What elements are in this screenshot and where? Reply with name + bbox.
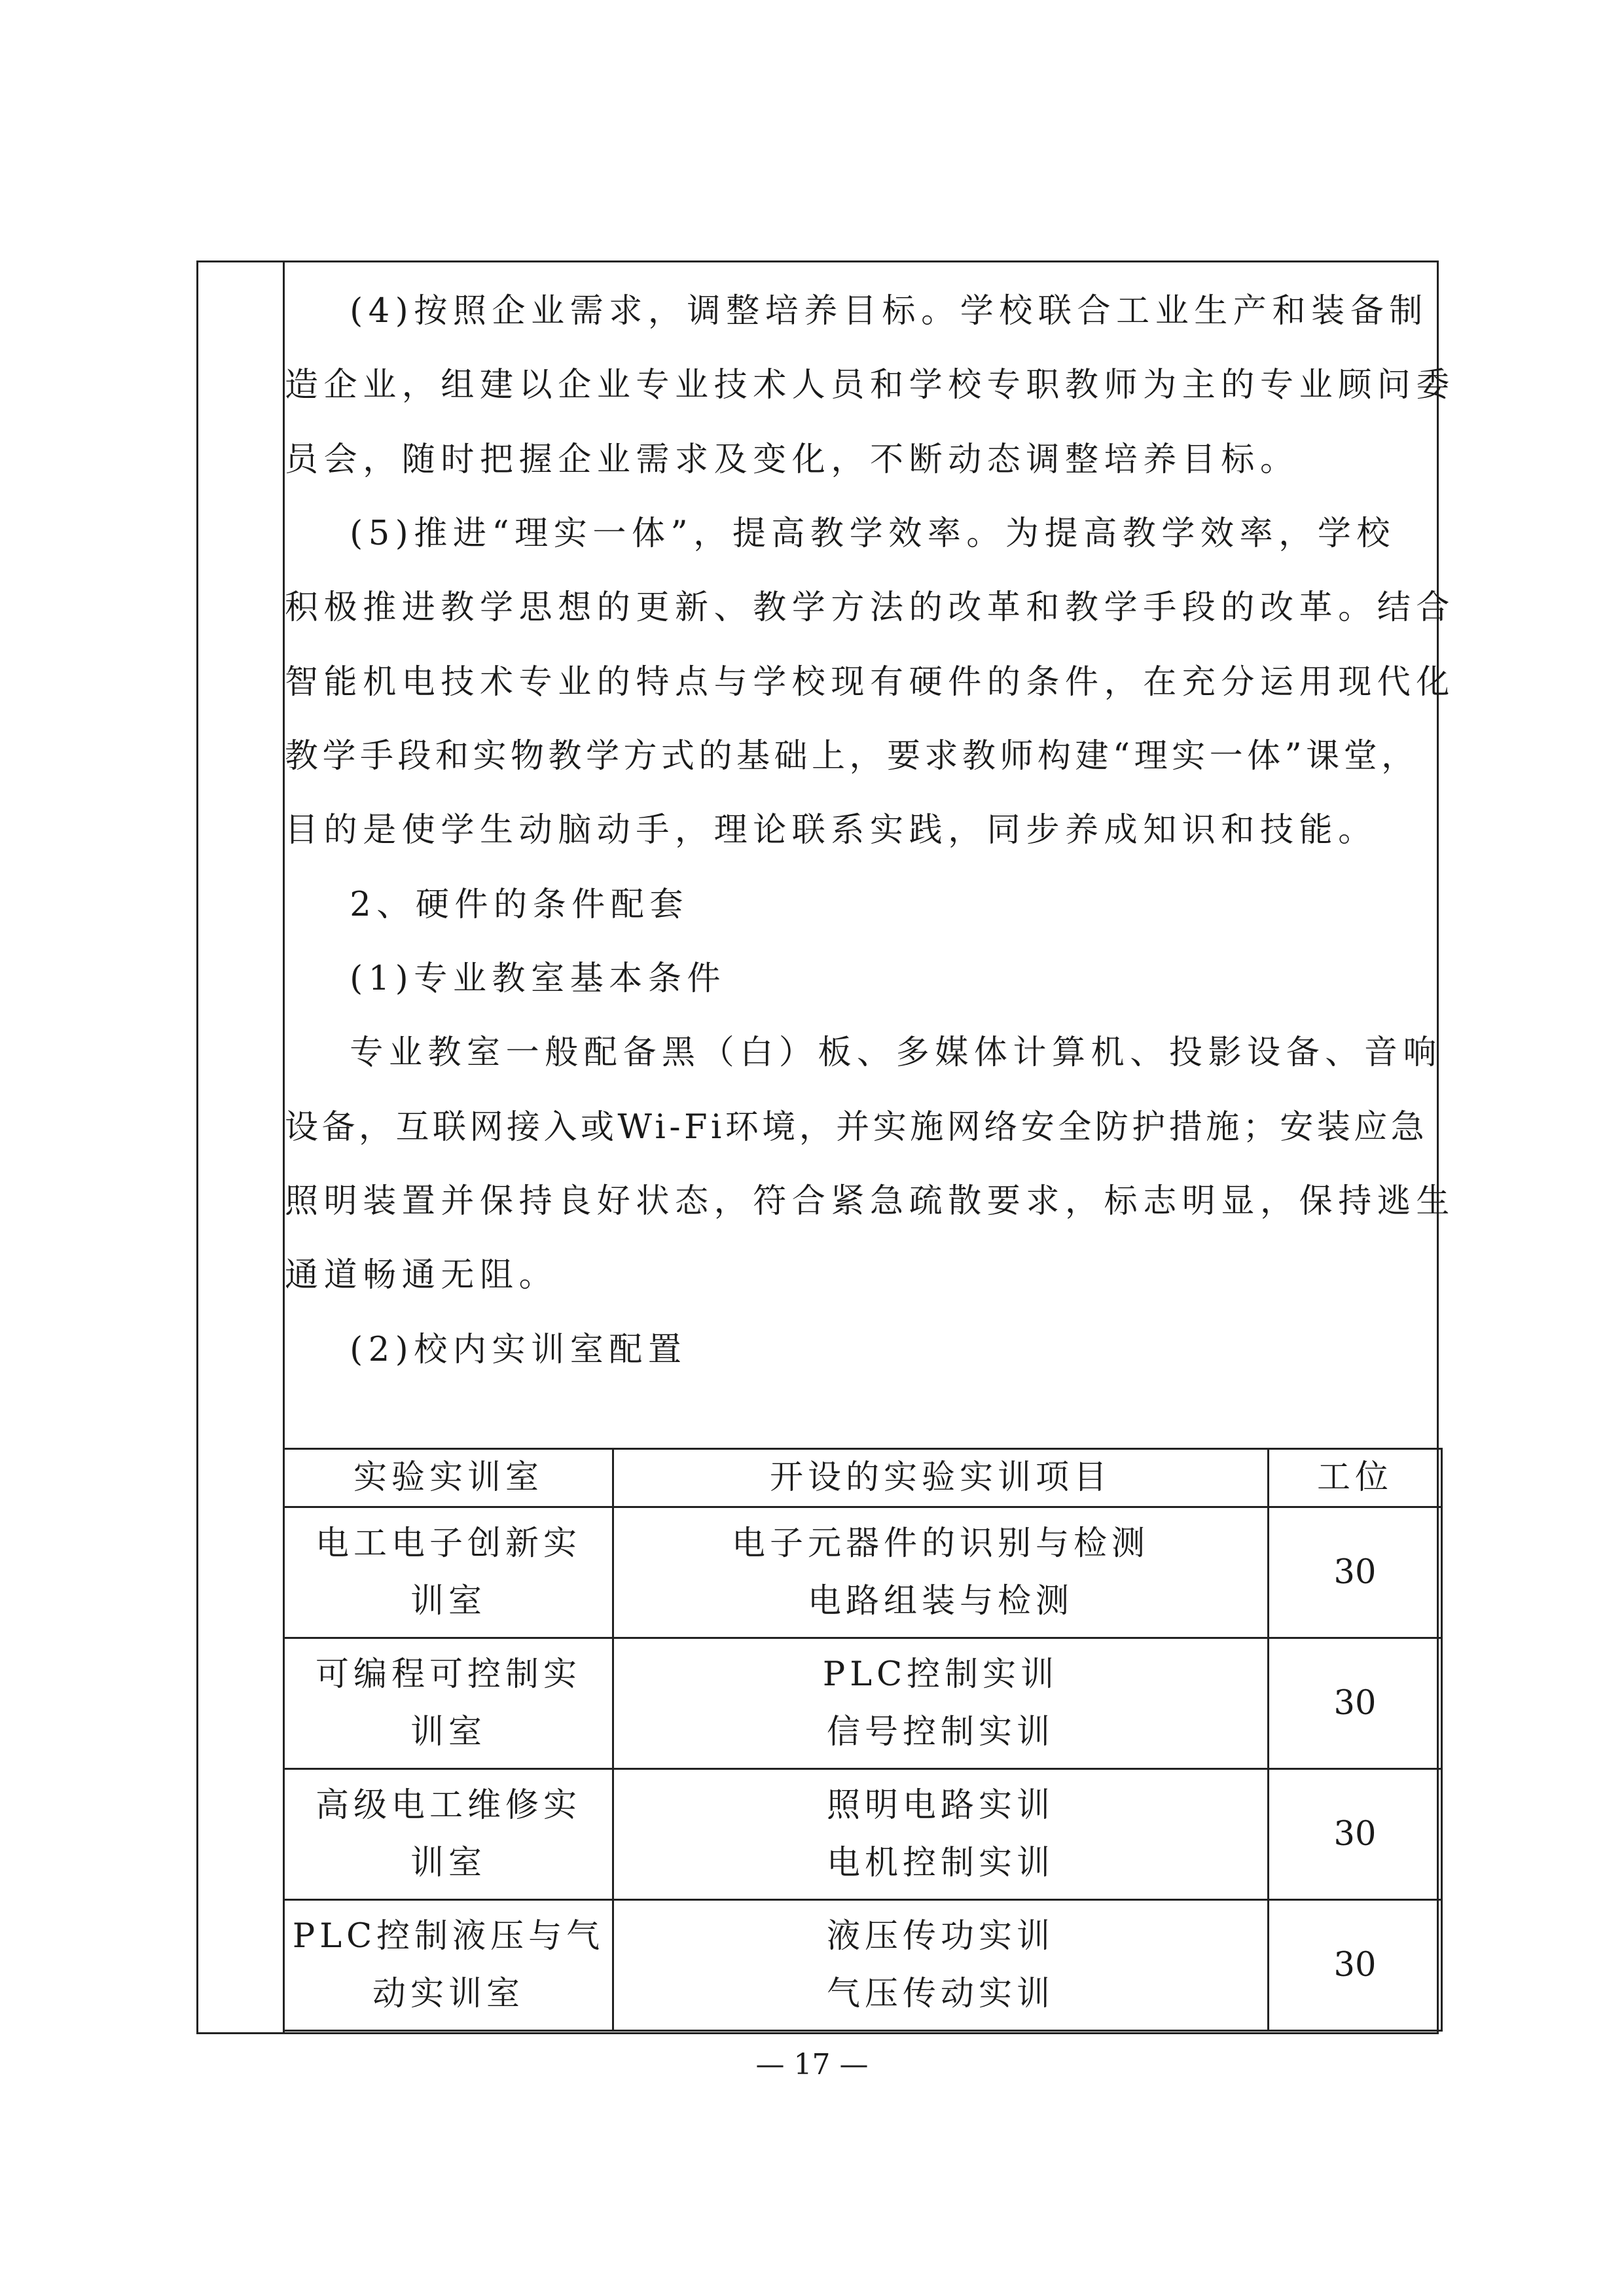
paragraph-line: 通道畅通无阻。 — [285, 1256, 558, 1295]
paragraph-line: 照明装置并保持良好状态，符合紧急疏散要求，标志明显，保持逃生 — [285, 1182, 1456, 1221]
paragraph-line: 教学手段和实物教学方式的基础上，要求教师构建“理实一体”课堂， — [285, 737, 1419, 776]
stations-cell: 30 — [1269, 1769, 1442, 1900]
section-heading: 2、硬件的条件配套 — [285, 886, 689, 924]
room-cell: 高级电工维修实 训室 — [284, 1769, 613, 1900]
room-cell: 电工电子创新实 训室 — [284, 1507, 613, 1638]
page-number: — 17 — — [755, 2048, 869, 2081]
lab-table — [283, 1448, 1443, 2032]
content-cell — [285, 262, 1456, 2032]
paragraph-line: 造企业，组建以企业专业技术人员和学校专职教师为主的专业顾问委 — [285, 366, 1456, 404]
paragraph-line: 智能机电技术专业的特点与学校现有硬件的条件，在充分运用现代化 — [285, 663, 1456, 702]
table-row — [284, 1900, 1442, 2031]
header-stations: 工位 — [1269, 1449, 1442, 1507]
paragraph-line: 积极推进教学思想的更新、教学方法的改革和教学手段的改革。结合 — [285, 588, 1456, 627]
projects-cell: 照明电路实训 电机控制实训 — [613, 1769, 1269, 1900]
paragraph-line: (5)推进“理实一体”，提高教学效率。为提高教学效率，学校 — [285, 514, 1396, 553]
room-cell: 可编程可控制实 训室 — [284, 1638, 613, 1769]
table-row — [284, 1507, 1442, 1638]
table-row — [284, 1638, 1442, 1769]
stations-cell: 30 — [1269, 1638, 1442, 1769]
projects-cell: PLC控制实训 信号控制实训 — [613, 1638, 1269, 1769]
paragraph-line: (4)按照企业需求，调整培养目标。学校联合工业生产和装备制 — [285, 292, 1428, 331]
table-header-row — [284, 1449, 1442, 1507]
subsection-heading: (2)校内实训室配置 — [285, 1331, 687, 1369]
projects-cell: 液压传功实训 气压传动实训 — [613, 1900, 1269, 2031]
content-frame — [196, 260, 1456, 2034]
stations-cell: 30 — [1269, 1507, 1442, 1638]
stations-cell: 30 — [1269, 1900, 1442, 2031]
projects-cell: 电子元器件的识别与检测 电路组装与检测 — [613, 1507, 1269, 1638]
subsection-heading: (1)专业教室基本条件 — [285, 960, 727, 998]
paragraph-line: 专业教室一般配备黑（白）板、多媒体计算机、投影设备、音响 — [285, 1033, 1443, 1072]
table-row — [284, 1769, 1442, 1900]
paragraph-line: 目的是使学生动脑动手，理论联系实践，同步养成知识和技能。 — [285, 811, 1377, 850]
header-projects: 开设的实验实训项目 — [613, 1449, 1269, 1507]
room-cell: PLC控制液压与气 动实训室 — [284, 1900, 613, 2031]
paragraph-line: 员会，随时把握企业需求及变化，不断动态调整培养目标。 — [285, 440, 1299, 479]
header-room: 实验实训室 — [284, 1449, 613, 1507]
left-label-column — [198, 262, 285, 2032]
paragraph-line: 设备，互联网接入或Wi-Fi环境，并实施网络安全防护措施；安装应急 — [285, 1108, 1428, 1147]
